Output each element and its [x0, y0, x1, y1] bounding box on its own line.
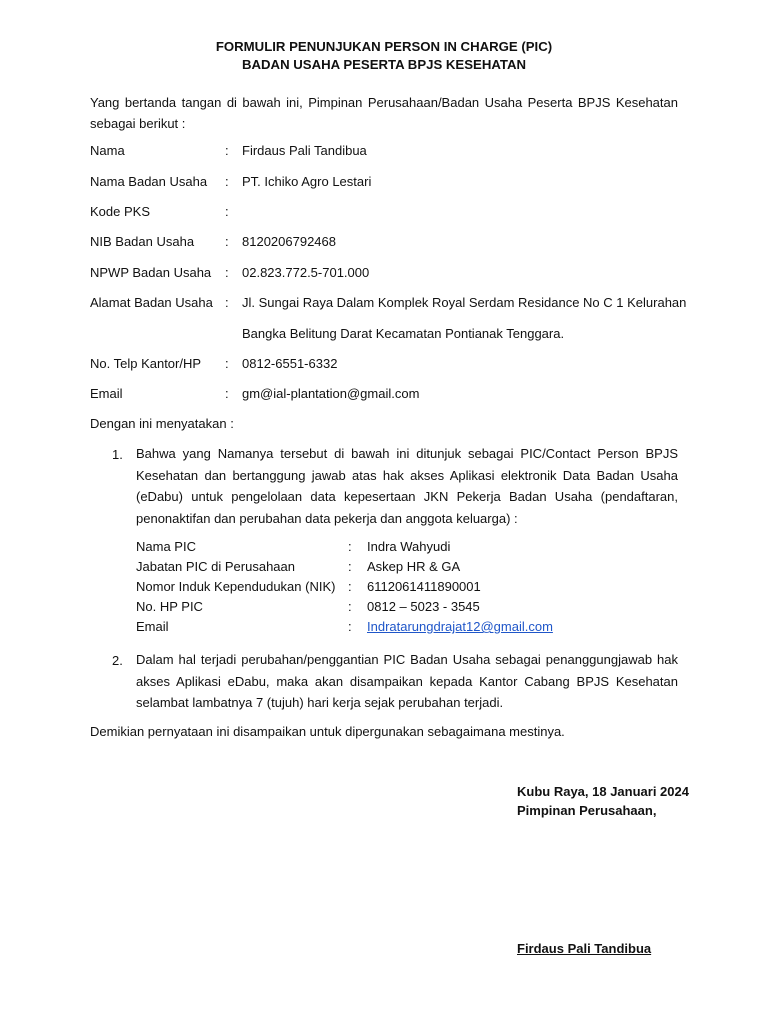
pic-value: 0812 – 5023 - 3545 [367, 599, 480, 614]
field-separator: : [225, 174, 229, 189]
intro-text: Yang bertanda tangan di bawah ini, Pimpinan Perusahaan/Badan Usaha Peserta BPJS Kesehatan sebagai berikut : [90, 95, 678, 131]
list-item-2-text: Dalam hal terjadi perubahan/penggantian PIC Badan Usaha sebagai penanggungjawab hak akses Aplikasi eDabu, maka akan disampaikan kepada Kantor Cabang BPJS Kesehatan selambat lambatnya 7 (tujuh) hari kerja sejak perubahan terjadi. [136, 652, 678, 710]
field-separator: : [225, 295, 229, 310]
field-separator: : [225, 265, 229, 280]
field-separator: : [225, 386, 229, 401]
field-label: Nama [90, 143, 125, 158]
field-value: 8120206792468 [242, 234, 336, 249]
field-label: Kode PKS [90, 204, 150, 219]
pic-label: Email [136, 619, 169, 634]
declaration-heading: Dengan ini menyatakan : [90, 416, 234, 431]
field-label: Email [90, 386, 123, 401]
field-separator: : [225, 234, 229, 249]
title-line-2: BADAN USAHA PESERTA BPJS KESEHATAN [241, 57, 527, 72]
field-value-continued: Bangka Belitung Darat Kecamatan Pontianak Tenggara. [242, 326, 565, 341]
field-value: 0812-6551-6332 [242, 356, 338, 371]
field-label: No. Telp Kantor/HP [90, 356, 202, 371]
closing-statement: Demikian pernyataan ini disampaikan untuk dipergunakan sebagaimana mestinya. [90, 724, 565, 739]
field-separator: : [225, 356, 229, 371]
field-label: NPWP Badan Usaha [90, 265, 212, 280]
pic-value: Indra Wahyudi [367, 539, 451, 554]
pic-email-link[interactable]: Indratarungdrajat12@gmail.com [367, 619, 553, 634]
field-value: PT. Ichiko Agro Lestari [242, 174, 372, 189]
field-value: Jl. Sungai Raya Dalam Komplek Royal Serdam Residance No C 1 Kelurahan [242, 295, 687, 310]
field-label: NIB Badan Usaha [90, 234, 195, 249]
pic-label: Jabatan PIC di Perusahaan [136, 559, 295, 574]
form-title [0, 38, 768, 74]
pic-separator: : [348, 619, 352, 634]
pic-separator: : [348, 599, 352, 614]
pic-separator: : [348, 539, 352, 554]
field-value: gm@ial-plantation@gmail.com [242, 386, 420, 401]
pic-value: 6112061411890001 [367, 579, 481, 594]
list-number: 2. [112, 653, 123, 668]
pic-label: Nama PIC [136, 539, 196, 554]
list-number: 1. [112, 447, 123, 462]
list-item-1-text: Bahwa yang Namanya tersebut di bawah ini ditunjuk sebagai PIC/Contact Person BPJS Kesehatan dan bertanggung jawab atas hak akses Aplikasi elektronik Data Badan Usaha (eDabu) untuk pengelolaan data kepesertaan JKN Pekerja Badan Usaha (pendaftaran, penonaktifan dan perubahan data pekerja dan anggota keluarga) : [136, 446, 678, 526]
field-label: Nama Badan Usaha [90, 174, 208, 189]
signature-role: Pimpinan Perusahaan, [517, 803, 657, 818]
field-separator: : [225, 204, 229, 219]
pic-value: Askep HR & GA [367, 559, 461, 574]
pic-label: No. HP PIC [136, 599, 203, 614]
pic-label: Nomor Induk Kependudukan (NIK) [136, 579, 336, 594]
signature-name: Firdaus Pali Tandibua [517, 941, 652, 956]
title-line-1: FORMULIR PENUNJUKAN PERSON IN CHARGE (PIC) [215, 39, 553, 54]
field-value: Firdaus Pali Tandibua [242, 143, 367, 158]
field-value: 02.823.772.5-701.000 [242, 265, 370, 280]
signature-place-date: Kubu Raya, 18 Januari 2024 [517, 784, 689, 799]
pic-separator: : [348, 579, 352, 594]
pic-separator: : [348, 559, 352, 574]
field-label: Alamat Badan Usaha [90, 295, 213, 310]
field-separator: : [225, 143, 229, 158]
